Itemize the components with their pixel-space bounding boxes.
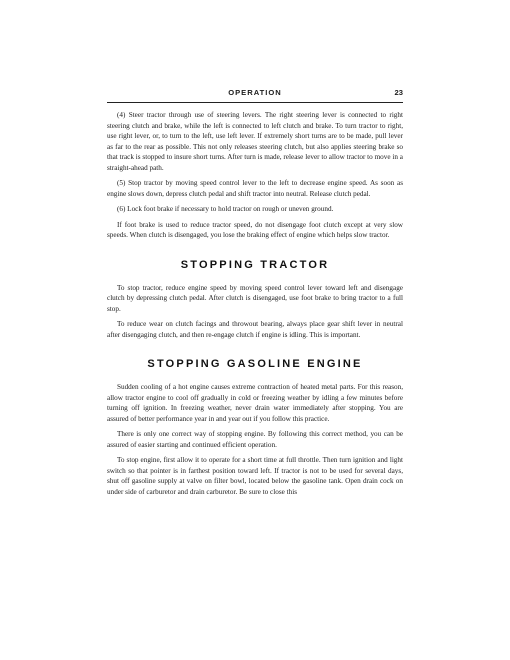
paragraph: To stop engine, first allow it to operate for a short time at full throttle. Then turn ignition and light switch so that pointer is in farthest position toward left. If tractor is not to be used for several days, shut off gasoline supply at valve on filter bowl, located below the gasoline tank. Open drain cock on under side of carburetor and drain carburetor. Be sure to close this: [107, 456, 403, 496]
stopping-gasoline-engine-section: [107, 358, 403, 497]
steering-instructions-section: [107, 110, 403, 241]
paragraph: Sudden cooling of a hot engine causes extreme contraction of heated metal parts. For this reason, allow tractor engine to cool off gradually in cold or freezing weather by idling a few minutes before turning off ignition. In freezing weather, never drain water immediately after stopping. You are assured of better performance year in and year out if you follow this practice.: [107, 383, 403, 423]
section-heading: STOPPING GASOLINE ENGINE: [147, 358, 363, 370]
paragraph: (4) Steer tractor through use of steering levers. The right steering lever is connected to right steering clutch and brake, while the left is connected to left clutch and brake. To turn tractor to right, use right lever, or, to turn to the left, use left lever. If extremely short turns are to be made, pull lever as far to the rear as possible. This not only releases steering clutch, but also applies steering brake so that track is stopped to insure short turns. After turn is made, release lever to allow tractor to move in a straight-ahead path.: [107, 111, 403, 172]
section-heading: STOPPING TRACTOR: [180, 258, 330, 271]
paragraph: (6) Lock foot brake if necessary to hold tractor on rough or uneven ground.: [117, 205, 334, 213]
paragraph: There is only one correct way of stopping engine. By following this correct method, you can be assured of easier starting and continued efficient operation.: [107, 430, 403, 449]
page-body: [107, 110, 403, 502]
paragraph: To stop tractor, reduce engine speed by moving speed control lever toward left and disengage clutch by depressing clutch pedal. After clutch is disengaged, use foot brake to bring tractor to a full stop.: [107, 283, 403, 313]
page-number: 23: [394, 88, 403, 97]
running-header: [107, 88, 403, 103]
paragraph: To reduce wear on clutch facings and throwout bearing, always place gear shift lever in neutral after disengaging clutch, and then re-engage clutch if engine is idling. This is important.: [107, 320, 403, 339]
paragraph: If foot brake is used to reduce tractor speed, do not disengage foot clutch except at very slow speeds. When clutch is disengaged, you lose the braking effect of engine which helps slow tractor.: [107, 220, 403, 239]
stopping-tractor-section: [107, 259, 403, 341]
paragraph: (5) Stop tractor by moving speed control lever to the left to decrease engine speed. As soon as engine slows down, depress clutch pedal and shift tractor into neutral. Release clutch pedal.: [107, 179, 403, 198]
header-title: OPERATION: [228, 88, 282, 97]
